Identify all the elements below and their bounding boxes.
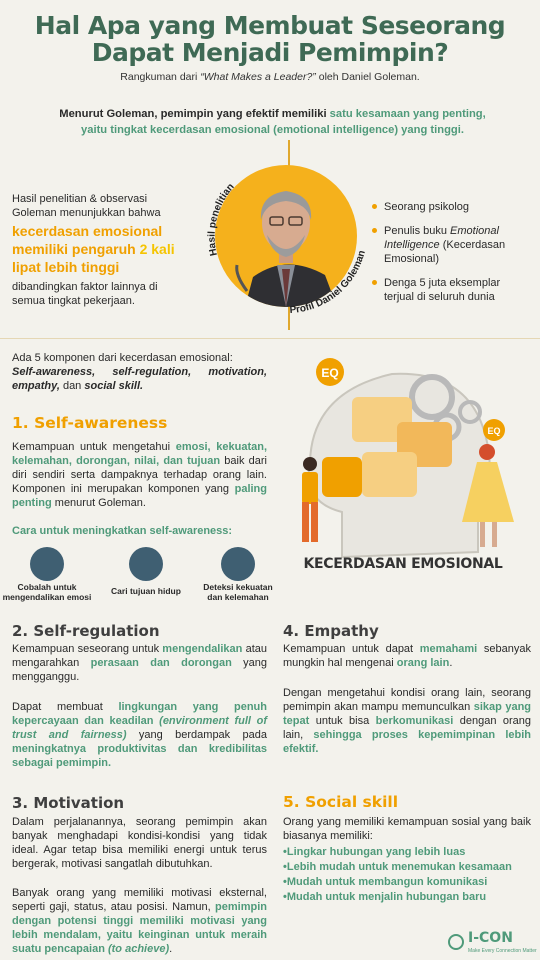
profile-facts	[372, 200, 532, 314]
section-3-body-1: Dalam perjalanannya, seorang pemimpin akan banyak menghadapi kondisi-kondisi yang tidak ideal. Agar tetap bisa memiliki energi untuk terus bergerak, motivasi sangatlah dibutuhkan.	[12, 816, 267, 870]
eq-head-illustration	[282, 352, 532, 562]
section-4-heading: 4. Empathy	[283, 622, 379, 640]
section-5-body: Orang yang memiliki kemampuan sosial yang baik biasanya memiliki:	[283, 816, 531, 842]
section-5-heading: 5. Social skill	[283, 793, 399, 811]
arc-label-top: Hasil penelitian	[206, 181, 237, 257]
subtitle-prefix: Rangkuman dari	[120, 71, 201, 83]
intro-text	[50, 106, 495, 138]
profile-arc-labels	[195, 145, 377, 327]
subtitle-suffix: oleh Daniel Goleman.	[315, 71, 420, 83]
profile-fact: Denga 5 juta eksemplar terjual di seluruh dunia	[372, 276, 532, 304]
section-2-body-2: Dapat membuat lingkungan yang penuh kepercayaan dan keadilan (environment full of trust and fairness) yang berdampak pada meningkatnya produktivitas dan kredibilitas sebagai pemimpin.	[12, 701, 268, 769]
emotion-control-icon	[30, 547, 64, 581]
svg-text:EQ: EQ	[487, 426, 501, 436]
section-3-heading: 3. Motivation	[12, 794, 125, 812]
strength-detect-icon	[221, 547, 255, 581]
subtitle	[0, 71, 540, 83]
section-4-body-1: Kemampuan untuk dapat memahami sebanyak mungkin hal mengenai orang lain.	[283, 643, 531, 669]
profile-fact: Seorang psikolog	[372, 200, 532, 214]
svg-text:EQ: EQ	[321, 366, 339, 380]
logo-icon	[448, 934, 464, 950]
section-2-heading: 2. Self-regulation	[12, 622, 160, 640]
eq-components-intro: Ada 5 komponen dari kecerdasan emosional: Self-awareness, self-regulation, motivation, empathy, dan social skill.	[12, 352, 267, 392]
subtitle-source: “What Makes a Leader?”	[200, 71, 316, 83]
divider-horizontal	[0, 338, 540, 339]
profile-fact: Penulis buku Emotional Intelligence (Kecerdasan Emosional)	[372, 224, 532, 266]
self-awareness-tips-heading: Cara untuk meningkatkan self-awareness:	[12, 525, 233, 537]
research-multiplier: 2 kali	[139, 241, 175, 257]
research-tail: dibandingkan faktor lainnya di semua tingkat pekerjaan.	[12, 281, 158, 307]
logo-tagline: Make Every Connection Matter	[468, 948, 537, 954]
intro-highlight: satu kesamaan yang penting, yaitu tingkat kecerdasan emosional (emotional intelligence) yang tinggi.	[81, 108, 486, 136]
research-highlight: kecerdasan emosional memiliki pengaruh 2 kali lipat lebih tinggi	[12, 223, 175, 275]
title-line-1: Hal Apa yang Membuat Seseorang	[34, 11, 506, 40]
intro-part1: Menurut Goleman, pemimpin yang efektif memiliki	[59, 108, 330, 120]
research-lead: Hasil penelitian & observasi Goleman menunjukkan bahwa	[12, 193, 161, 219]
section-2-body-1: Kemampuan seseorang untuk mengendalikan atau mengarahkan perasaan dan dorongan yang mengganggu.	[12, 643, 267, 683]
section-3-body-2: Banyak orang yang memiliki motivasi eksternal, seperti gaji, status, atau posisi. Namun, pemimpin dengan potensi tinggi memiliki motivasi yang lebih mendalam, yaitu keinginan untuk meraih suatu pencapaian (to achieve).	[12, 887, 267, 955]
list-item: •Mudah untuk menjalin hubungan baru	[283, 891, 487, 903]
list-item: •Lingkar hubungan yang lebih luas	[283, 846, 466, 858]
section-1-body: Kemampuan untuk mengetahui emosi, kekuatan, kelemahan, dorongan, nilai, dan tujuan baik dari diri sendiri serta dampaknya terhadap orang lain. Komponen ini merupakan komponen yang paling penting menurut Goleman.	[12, 441, 268, 509]
illustration-caption: KECERDASAN EMOSIONAL	[303, 556, 503, 572]
list-item: •Mudah untuk membangun komunikasi	[283, 876, 488, 888]
title-line-2: Dapat Menjadi Pemimpin?	[91, 38, 449, 67]
list-item: •Lebih mudah untuk menemukan kesamaan	[283, 861, 512, 873]
life-goal-icon	[129, 547, 163, 581]
tip-label: Deteksi kekuatan dan kelemahan	[203, 582, 273, 602]
page-title	[0, 12, 540, 66]
arc-label-bottom: Profil Daniel Goleman	[289, 249, 368, 317]
tip-label: Cobalah untuk mengendalikan emosi	[2, 582, 92, 602]
research-summary	[12, 192, 192, 308]
tip-label: Cari tujuan hidup	[111, 586, 181, 596]
section-1-heading: 1. Self-awareness	[12, 414, 168, 432]
social-skill-list	[283, 845, 533, 905]
logo-name: I-CON	[468, 930, 513, 946]
section-4-body-2: Dengan mengetahui kondisi orang lain, seorang pemimpin akan mampu memunculkan sikap yang tepat untuk bisa berkomunikasi dengan orang lain, sehingga proses kepemimpinan lebih efektif.	[283, 687, 532, 755]
